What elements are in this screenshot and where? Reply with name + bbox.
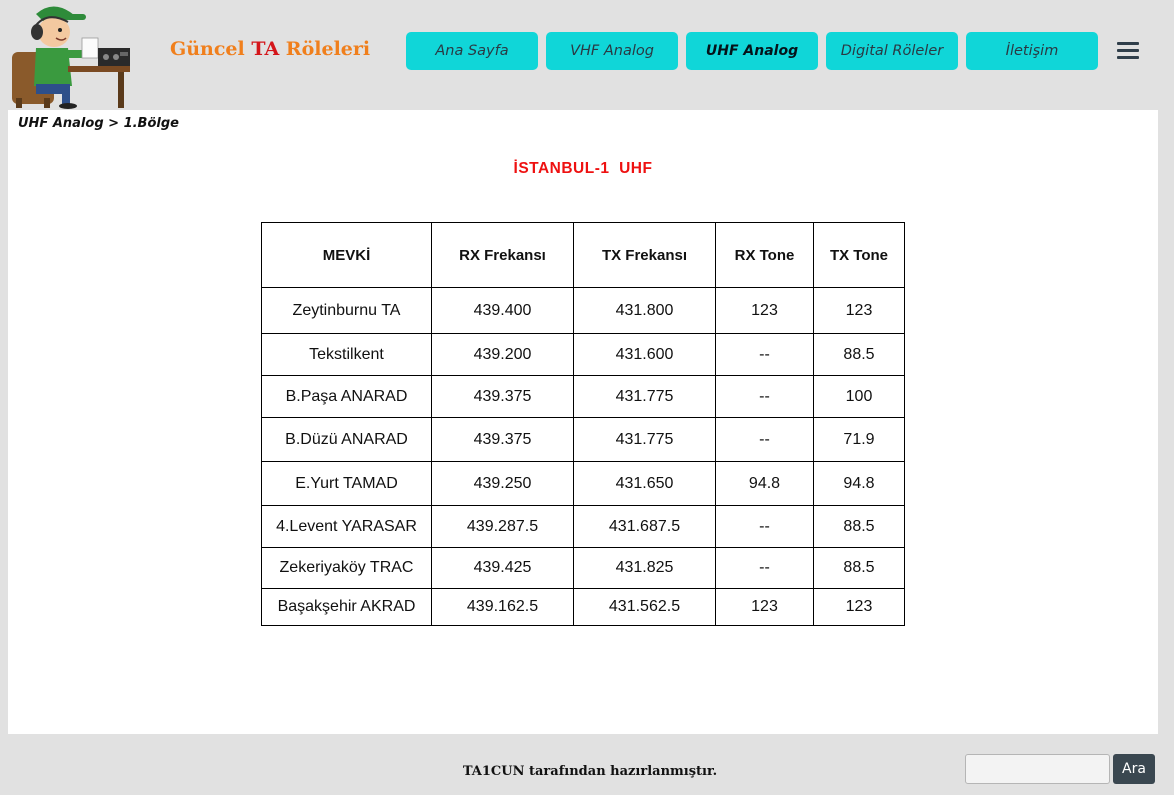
table-row — [262, 462, 905, 506]
site-title-part-3: Röleleri — [279, 38, 371, 60]
cell-tx-tone: 123 — [814, 288, 905, 334]
footer-credit: TA1CUN tarafından hazırlanmıştır. — [462, 764, 718, 779]
cell-location: Zeytinburnu TA — [262, 288, 432, 334]
cell-tx-tone: 88.5 — [814, 548, 905, 589]
main-content — [8, 110, 1158, 734]
cell-tx-frequency: 431.775 — [574, 418, 716, 462]
cell-tx-frequency: 431.825 — [574, 548, 716, 589]
nav-vhf-analog-button[interactable]: VHF Analog — [546, 32, 678, 70]
cell-rx-tone: -- — [716, 334, 814, 376]
cell-rx-tone: -- — [716, 506, 814, 548]
header-tx-frequency: TX Frekansı — [574, 223, 716, 288]
table-row — [262, 334, 905, 376]
breadcrumb-separator: > — [103, 116, 124, 131]
cell-location: E.Yurt TAMAD — [262, 462, 432, 506]
cell-tx-tone: 94.8 — [814, 462, 905, 506]
breadcrumb-current: 1.Bölge — [123, 116, 179, 131]
header-rx-tone: RX Tone — [716, 223, 814, 288]
cell-location: B.Paşa ANARAD — [262, 376, 432, 418]
cell-rx-tone: -- — [716, 376, 814, 418]
cell-rx-frequency: 439.200 — [432, 334, 574, 376]
cell-location: 4.Levent YARASAR — [262, 506, 432, 548]
cell-tx-frequency: 431.800 — [574, 288, 716, 334]
nav-digital-relays-button[interactable]: Digital Röleler — [826, 32, 958, 70]
cell-tx-frequency: 431.775 — [574, 376, 716, 418]
nav-home-button[interactable]: Ana Sayfa — [406, 32, 538, 70]
cell-tx-tone: 88.5 — [814, 334, 905, 376]
nav-contact-button[interactable]: İletişim — [966, 32, 1098, 70]
breadcrumb-parent-link[interactable]: UHF Analog — [18, 116, 104, 131]
relay-table — [261, 222, 905, 626]
cell-rx-tone: 123 — [716, 589, 814, 626]
header-tx-tone: TX Tone — [814, 223, 905, 288]
cell-rx-frequency: 439.375 — [432, 376, 574, 418]
cell-rx-tone: 94.8 — [716, 462, 814, 506]
cell-tx-tone: 88.5 — [814, 506, 905, 548]
site-title-part-1: Güncel — [170, 38, 252, 60]
search-input[interactable] — [965, 754, 1110, 784]
table-row — [262, 288, 905, 334]
hamburger-menu-icon[interactable] — [1117, 42, 1139, 60]
table-row — [262, 418, 905, 462]
cell-rx-frequency: 439.400 — [432, 288, 574, 334]
cell-rx-frequency: 439.287.5 — [432, 506, 574, 548]
cell-rx-frequency: 439.425 — [432, 548, 574, 589]
cell-rx-frequency: 439.375 — [432, 418, 574, 462]
table-row — [262, 589, 905, 626]
table-title: İSTANBUL-1 UHF — [513, 160, 653, 177]
cell-tx-tone: 123 — [814, 589, 905, 626]
cell-tx-frequency: 431.687.5 — [574, 506, 716, 548]
cell-tx-tone: 71.9 — [814, 418, 905, 462]
cell-location: Zekeriyaköy TRAC — [262, 548, 432, 589]
cell-rx-frequency: 439.250 — [432, 462, 574, 506]
header-rx-frequency: RX Frekansı — [432, 223, 574, 288]
site-title-highlight: TA — [251, 38, 280, 60]
nav-uhf-analog-button[interactable]: UHF Analog — [686, 32, 818, 70]
site-header — [0, 0, 1174, 110]
cell-rx-tone: -- — [716, 548, 814, 589]
radio-operator-logo[interactable] — [6, 2, 130, 110]
breadcrumb — [18, 116, 179, 131]
cell-tx-frequency: 431.650 — [574, 462, 716, 506]
header-location: MEVKİ — [262, 223, 432, 288]
site-title[interactable] — [170, 38, 370, 60]
table-row — [262, 548, 905, 589]
cell-tx-frequency: 431.562.5 — [574, 589, 716, 626]
cell-location: B.Düzü ANARAD — [262, 418, 432, 462]
cell-location: Başakşehir AKRAD — [262, 589, 432, 626]
cell-tx-tone: 100 — [814, 376, 905, 418]
search-button[interactable]: Ara — [1113, 754, 1155, 784]
cell-location: Tekstilkent — [262, 334, 432, 376]
cell-rx-tone: 123 — [716, 288, 814, 334]
cell-rx-tone: -- — [716, 418, 814, 462]
cell-rx-frequency: 439.162.5 — [432, 589, 574, 626]
table-row — [262, 376, 905, 418]
table-row — [262, 506, 905, 548]
table-header-row — [262, 223, 905, 288]
cell-tx-frequency: 431.600 — [574, 334, 716, 376]
